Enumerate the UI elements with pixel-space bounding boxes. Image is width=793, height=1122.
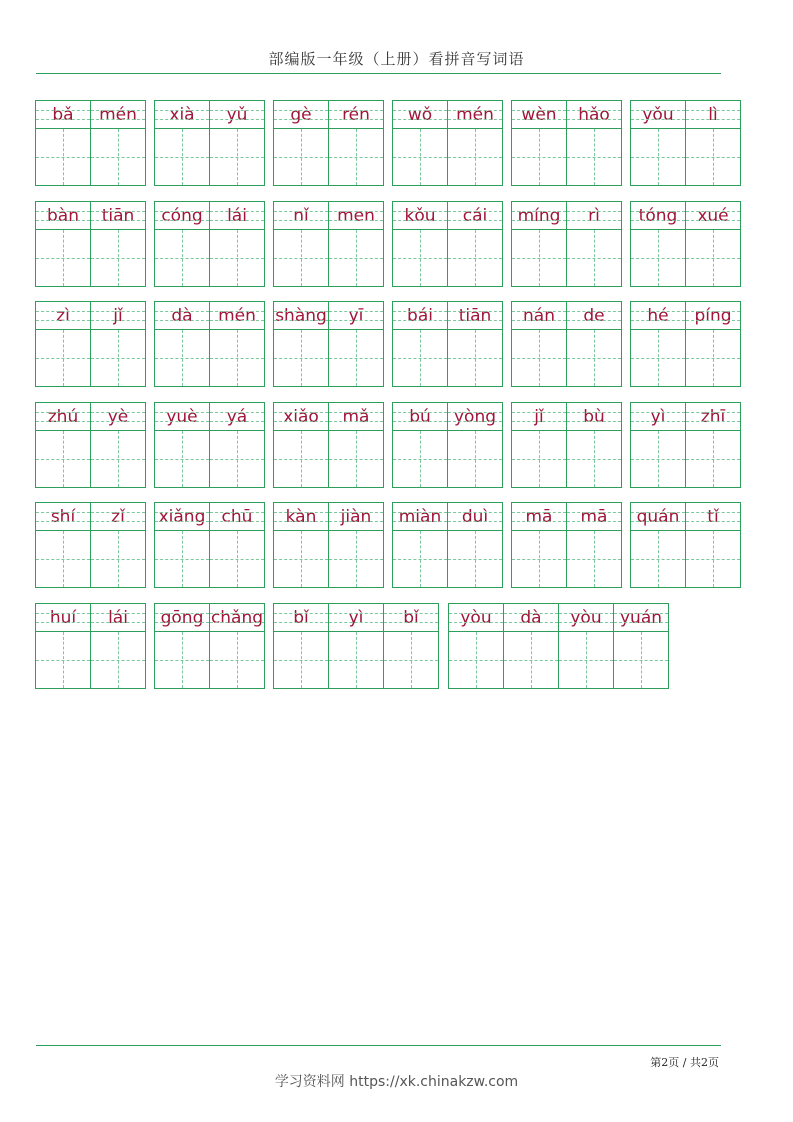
word-box xyxy=(392,201,502,287)
word-box xyxy=(392,402,502,488)
word-box xyxy=(448,603,668,689)
tianzige-writing-grid xyxy=(155,431,209,487)
tianzige-writing-grid xyxy=(329,632,383,688)
pinyin-syllable: bú xyxy=(393,403,447,431)
character-cell[interactable] xyxy=(328,100,384,186)
character-cell[interactable] xyxy=(511,402,567,488)
tianzige-writing-grid xyxy=(210,531,264,587)
tianzige-writing-grid xyxy=(686,531,740,587)
tianzige-writing-grid xyxy=(155,531,209,587)
character-cell[interactable] xyxy=(35,100,91,186)
tianzige-writing-grid xyxy=(512,230,566,286)
tianzige-writing-grid xyxy=(631,531,685,587)
pinyin-syllable: píng xyxy=(686,302,740,330)
tianzige-writing-grid xyxy=(686,230,740,286)
tianzige-writing-grid xyxy=(448,531,502,587)
tianzige-writing-grid xyxy=(210,230,264,286)
pinyin-syllable: rén xyxy=(329,101,383,129)
pinyin-syllable: tiān xyxy=(448,302,502,330)
tianzige-writing-grid xyxy=(274,431,328,487)
word-box xyxy=(630,201,740,287)
character-cell[interactable] xyxy=(154,201,210,287)
character-cell[interactable] xyxy=(566,502,622,588)
word-box xyxy=(154,502,264,588)
tianzige-writing-grid xyxy=(210,632,264,688)
character-cell[interactable] xyxy=(630,201,686,287)
character-cell[interactable] xyxy=(511,502,567,588)
character-cell[interactable] xyxy=(35,301,91,387)
character-cell[interactable] xyxy=(630,402,686,488)
character-cell[interactable] xyxy=(90,201,146,287)
tianzige-writing-grid xyxy=(91,330,145,386)
pinyin-syllable: jǐ xyxy=(91,302,145,330)
character-cell[interactable] xyxy=(630,301,686,387)
pinyin-syllable: cóng xyxy=(155,202,209,230)
word-box xyxy=(273,603,438,689)
character-cell[interactable] xyxy=(685,201,741,287)
pinyin-syllable: zǐ xyxy=(91,503,145,531)
character-cell[interactable] xyxy=(90,603,146,689)
tianzige-writing-grid xyxy=(631,431,685,487)
character-cell[interactable] xyxy=(328,402,384,488)
tianzige-writing-grid xyxy=(567,431,621,487)
pinyin-syllable: dà xyxy=(155,302,209,330)
character-cell[interactable] xyxy=(503,603,559,689)
word-box xyxy=(273,402,383,488)
word-box xyxy=(154,402,264,488)
character-cell[interactable] xyxy=(630,502,686,588)
word-box xyxy=(35,402,145,488)
word-box xyxy=(154,301,264,387)
pinyin-syllable: bǎ xyxy=(36,101,90,129)
word-box xyxy=(35,301,145,387)
tianzige-writing-grid xyxy=(36,431,90,487)
tianzige-writing-grid xyxy=(274,230,328,286)
tianzige-writing-grid xyxy=(504,632,558,688)
character-cell[interactable] xyxy=(685,301,741,387)
pinyin-syllable: huí xyxy=(36,604,90,632)
tianzige-writing-grid xyxy=(329,330,383,386)
character-cell[interactable] xyxy=(392,201,448,287)
tianzige-writing-grid xyxy=(393,431,447,487)
character-cell[interactable] xyxy=(558,603,614,689)
pinyin-syllable: yī xyxy=(329,302,383,330)
pinyin-syllable: kàn xyxy=(274,503,328,531)
character-cell[interactable] xyxy=(209,301,265,387)
pinyin-syllable: yòng xyxy=(448,403,502,431)
tianzige-writing-grid xyxy=(567,330,621,386)
character-cell[interactable] xyxy=(273,301,329,387)
tianzige-writing-grid xyxy=(393,129,447,185)
character-cell[interactable] xyxy=(685,402,741,488)
tianzige-writing-grid xyxy=(449,632,503,688)
tianzige-writing-grid xyxy=(393,230,447,286)
character-cell[interactable] xyxy=(154,502,210,588)
tianzige-writing-grid xyxy=(210,129,264,185)
word-box xyxy=(511,201,621,287)
character-cell[interactable] xyxy=(613,603,669,689)
word-box xyxy=(511,100,621,186)
character-cell[interactable] xyxy=(566,402,622,488)
pinyin-syllable: mén xyxy=(448,101,502,129)
pinyin-syllable: yòu xyxy=(559,604,613,632)
tianzige-writing-grid xyxy=(567,230,621,286)
character-cell[interactable] xyxy=(35,603,91,689)
tianzige-writing-grid xyxy=(567,129,621,185)
word-box xyxy=(154,100,264,186)
character-cell[interactable] xyxy=(273,502,329,588)
tianzige-writing-grid xyxy=(448,330,502,386)
character-cell[interactable] xyxy=(90,502,146,588)
character-cell[interactable] xyxy=(273,201,329,287)
character-cell[interactable] xyxy=(511,100,567,186)
character-cell[interactable] xyxy=(154,603,210,689)
character-cell[interactable] xyxy=(392,502,448,588)
pinyin-syllable: chū xyxy=(210,503,264,531)
tianzige-writing-grid xyxy=(36,230,90,286)
pinyin-syllable: gè xyxy=(274,101,328,129)
pinyin-syllable: miàn xyxy=(393,503,447,531)
pinyin-syllable: yǔ xyxy=(210,101,264,129)
tianzige-writing-grid xyxy=(155,129,209,185)
character-cell[interactable] xyxy=(447,201,503,287)
tianzige-writing-grid xyxy=(448,230,502,286)
pinyin-syllable: xià xyxy=(155,101,209,129)
pinyin-syllable: xiǎo xyxy=(274,403,328,431)
pinyin-syllable: jǐ xyxy=(512,403,566,431)
character-cell[interactable] xyxy=(209,603,265,689)
tianzige-writing-grid xyxy=(512,129,566,185)
pinyin-syllable: yòu xyxy=(449,604,503,632)
pinyin-syllable: bái xyxy=(393,302,447,330)
tianzige-writing-grid xyxy=(36,531,90,587)
pinyin-syllable: xué xyxy=(686,202,740,230)
character-cell[interactable] xyxy=(35,502,91,588)
pinyin-syllable: xiǎng xyxy=(155,503,209,531)
pinyin-syllable: tiān xyxy=(91,202,145,230)
character-cell[interactable] xyxy=(448,603,504,689)
character-cell[interactable] xyxy=(35,201,91,287)
pinyin-syllable: lái xyxy=(210,202,264,230)
character-cell[interactable] xyxy=(154,301,210,387)
character-cell[interactable] xyxy=(209,100,265,186)
character-cell[interactable] xyxy=(511,301,567,387)
tianzige-writing-grid xyxy=(155,632,209,688)
pinyin-syllable: zhī xyxy=(686,403,740,431)
tianzige-writing-grid xyxy=(384,632,438,688)
character-cell[interactable] xyxy=(90,100,146,186)
pinyin-syllable: yá xyxy=(210,403,264,431)
tianzige-writing-grid xyxy=(274,129,328,185)
pinyin-syllable: bù xyxy=(567,403,621,431)
word-box xyxy=(273,201,383,287)
word-box xyxy=(511,402,621,488)
tianzige-writing-grid xyxy=(274,330,328,386)
footer-source: 学习资料网 https://xk.chinakzw.com xyxy=(274,1074,519,1090)
word-box xyxy=(392,502,502,588)
tianzige-writing-grid xyxy=(512,431,566,487)
pinyin-syllable: zhú xyxy=(36,403,90,431)
pinyin-syllable: tǐ xyxy=(686,503,740,531)
pinyin-syllable: rì xyxy=(567,202,621,230)
character-cell[interactable] xyxy=(90,402,146,488)
tianzige-writing-grid xyxy=(210,431,264,487)
tianzige-writing-grid xyxy=(512,531,566,587)
pinyin-syllable: dà xyxy=(504,604,558,632)
word-box xyxy=(630,402,740,488)
character-cell[interactable] xyxy=(511,201,567,287)
pinyin-syllable: yì xyxy=(631,403,685,431)
pinyin-syllable: gōng xyxy=(155,604,209,632)
tianzige-writing-grid xyxy=(91,531,145,587)
tianzige-writing-grid xyxy=(36,632,90,688)
page-number: 第2页 / 共2页 xyxy=(650,1056,719,1069)
character-cell[interactable] xyxy=(383,603,439,689)
word-box xyxy=(273,502,383,588)
tianzige-writing-grid xyxy=(155,230,209,286)
character-cell[interactable] xyxy=(447,402,503,488)
tianzige-writing-grid xyxy=(36,330,90,386)
pinyin-syllable: shí xyxy=(36,503,90,531)
character-cell[interactable] xyxy=(90,301,146,387)
tianzige-writing-grid xyxy=(329,129,383,185)
tianzige-writing-grid xyxy=(91,129,145,185)
tianzige-writing-grid xyxy=(631,230,685,286)
character-cell[interactable] xyxy=(447,301,503,387)
footer-rule xyxy=(36,1045,721,1046)
pinyin-syllable: yè xyxy=(91,403,145,431)
tianzige-writing-grid xyxy=(155,330,209,386)
pinyin-syllable: lái xyxy=(91,604,145,632)
pinyin-syllable: quán xyxy=(631,503,685,531)
tianzige-writing-grid xyxy=(448,431,502,487)
word-box xyxy=(630,502,740,588)
word-box xyxy=(154,603,264,689)
pinyin-syllable: mén xyxy=(210,302,264,330)
word-box xyxy=(35,603,145,689)
tianzige-writing-grid xyxy=(631,330,685,386)
pinyin-syllable: duì xyxy=(448,503,502,531)
tianzige-writing-grid xyxy=(91,431,145,487)
tianzige-writing-grid xyxy=(393,531,447,587)
character-cell[interactable] xyxy=(392,402,448,488)
pinyin-syllable: bàn xyxy=(36,202,90,230)
header-rule xyxy=(36,73,721,74)
pinyin-syllable: tóng xyxy=(631,202,685,230)
word-box xyxy=(35,502,145,588)
pinyin-syllable: jiàn xyxy=(329,503,383,531)
tianzige-writing-grid xyxy=(329,431,383,487)
character-cell[interactable] xyxy=(447,100,503,186)
tianzige-writing-grid xyxy=(448,129,502,185)
tianzige-writing-grid xyxy=(559,632,613,688)
tianzige-writing-grid xyxy=(614,632,668,688)
word-box xyxy=(273,301,383,387)
word-box xyxy=(154,201,264,287)
tianzige-writing-grid xyxy=(686,330,740,386)
tianzige-writing-grid xyxy=(686,431,740,487)
pinyin-syllable: yǒu xyxy=(631,101,685,129)
tianzige-writing-grid xyxy=(631,129,685,185)
pinyin-syllable: mǎ xyxy=(329,403,383,431)
tianzige-writing-grid xyxy=(686,129,740,185)
pinyin-syllable: cái xyxy=(448,202,502,230)
pinyin-syllable: lì xyxy=(686,101,740,129)
tianzige-writing-grid xyxy=(274,531,328,587)
pinyin-syllable: nǐ xyxy=(274,202,328,230)
tianzige-writing-grid xyxy=(329,230,383,286)
character-cell[interactable] xyxy=(209,402,265,488)
character-cell[interactable] xyxy=(328,301,384,387)
tianzige-writing-grid xyxy=(567,531,621,587)
character-cell[interactable] xyxy=(209,502,265,588)
tianzige-writing-grid xyxy=(274,632,328,688)
word-box xyxy=(35,100,145,186)
tianzige-writing-grid xyxy=(36,129,90,185)
word-box xyxy=(392,301,502,387)
character-cell[interactable] xyxy=(35,402,91,488)
tianzige-writing-grid xyxy=(91,632,145,688)
pinyin-syllable: yì xyxy=(329,604,383,632)
word-box xyxy=(630,301,740,387)
tianzige-writing-grid xyxy=(210,330,264,386)
pinyin-syllable: bǐ xyxy=(384,604,438,632)
tianzige-writing-grid xyxy=(393,330,447,386)
pinyin-syllable: de xyxy=(567,302,621,330)
pinyin-syllable: wǒ xyxy=(393,101,447,129)
pinyin-syllable: hǎo xyxy=(567,101,621,129)
tianzige-writing-grid xyxy=(329,531,383,587)
page-title: 部编版一年级（上册）看拼音写词语 xyxy=(268,50,525,68)
character-cell[interactable] xyxy=(154,100,210,186)
pinyin-syllable: men xyxy=(329,202,383,230)
pinyin-syllable: wèn xyxy=(512,101,566,129)
word-box xyxy=(273,100,383,186)
pinyin-syllable: chǎng xyxy=(210,604,264,632)
pinyin-syllable: mā xyxy=(512,503,566,531)
word-box xyxy=(630,100,740,186)
character-cell[interactable] xyxy=(273,603,329,689)
character-cell[interactable] xyxy=(447,502,503,588)
character-cell[interactable] xyxy=(328,502,384,588)
pinyin-syllable: shàng xyxy=(274,302,328,330)
word-box xyxy=(511,502,621,588)
word-box xyxy=(35,201,145,287)
tianzige-writing-grid xyxy=(512,330,566,386)
pinyin-syllable: hé xyxy=(631,302,685,330)
pinyin-syllable: yuán xyxy=(614,604,668,632)
pinyin-syllable: yuè xyxy=(155,403,209,431)
word-box xyxy=(511,301,621,387)
character-cell[interactable] xyxy=(154,402,210,488)
pinyin-syllable: mén xyxy=(91,101,145,129)
character-cell[interactable] xyxy=(392,100,448,186)
character-cell[interactable] xyxy=(566,301,622,387)
character-cell[interactable] xyxy=(630,100,686,186)
character-cell[interactable] xyxy=(273,402,329,488)
pinyin-syllable: nán xyxy=(512,302,566,330)
pinyin-syllable: zì xyxy=(36,302,90,330)
pinyin-syllable: bǐ xyxy=(274,604,328,632)
pinyin-syllable: míng xyxy=(512,202,566,230)
character-cell[interactable] xyxy=(685,502,741,588)
character-cell[interactable] xyxy=(566,201,622,287)
character-cell[interactable] xyxy=(328,603,384,689)
pinyin-syllable: mā xyxy=(567,503,621,531)
character-cell[interactable] xyxy=(566,100,622,186)
pinyin-syllable: kǒu xyxy=(393,202,447,230)
character-cell[interactable] xyxy=(328,201,384,287)
word-box xyxy=(392,100,502,186)
tianzige-writing-grid xyxy=(91,230,145,286)
character-cell[interactable] xyxy=(273,100,329,186)
character-cell[interactable] xyxy=(209,201,265,287)
character-cell[interactable] xyxy=(392,301,448,387)
character-cell[interactable] xyxy=(685,100,741,186)
